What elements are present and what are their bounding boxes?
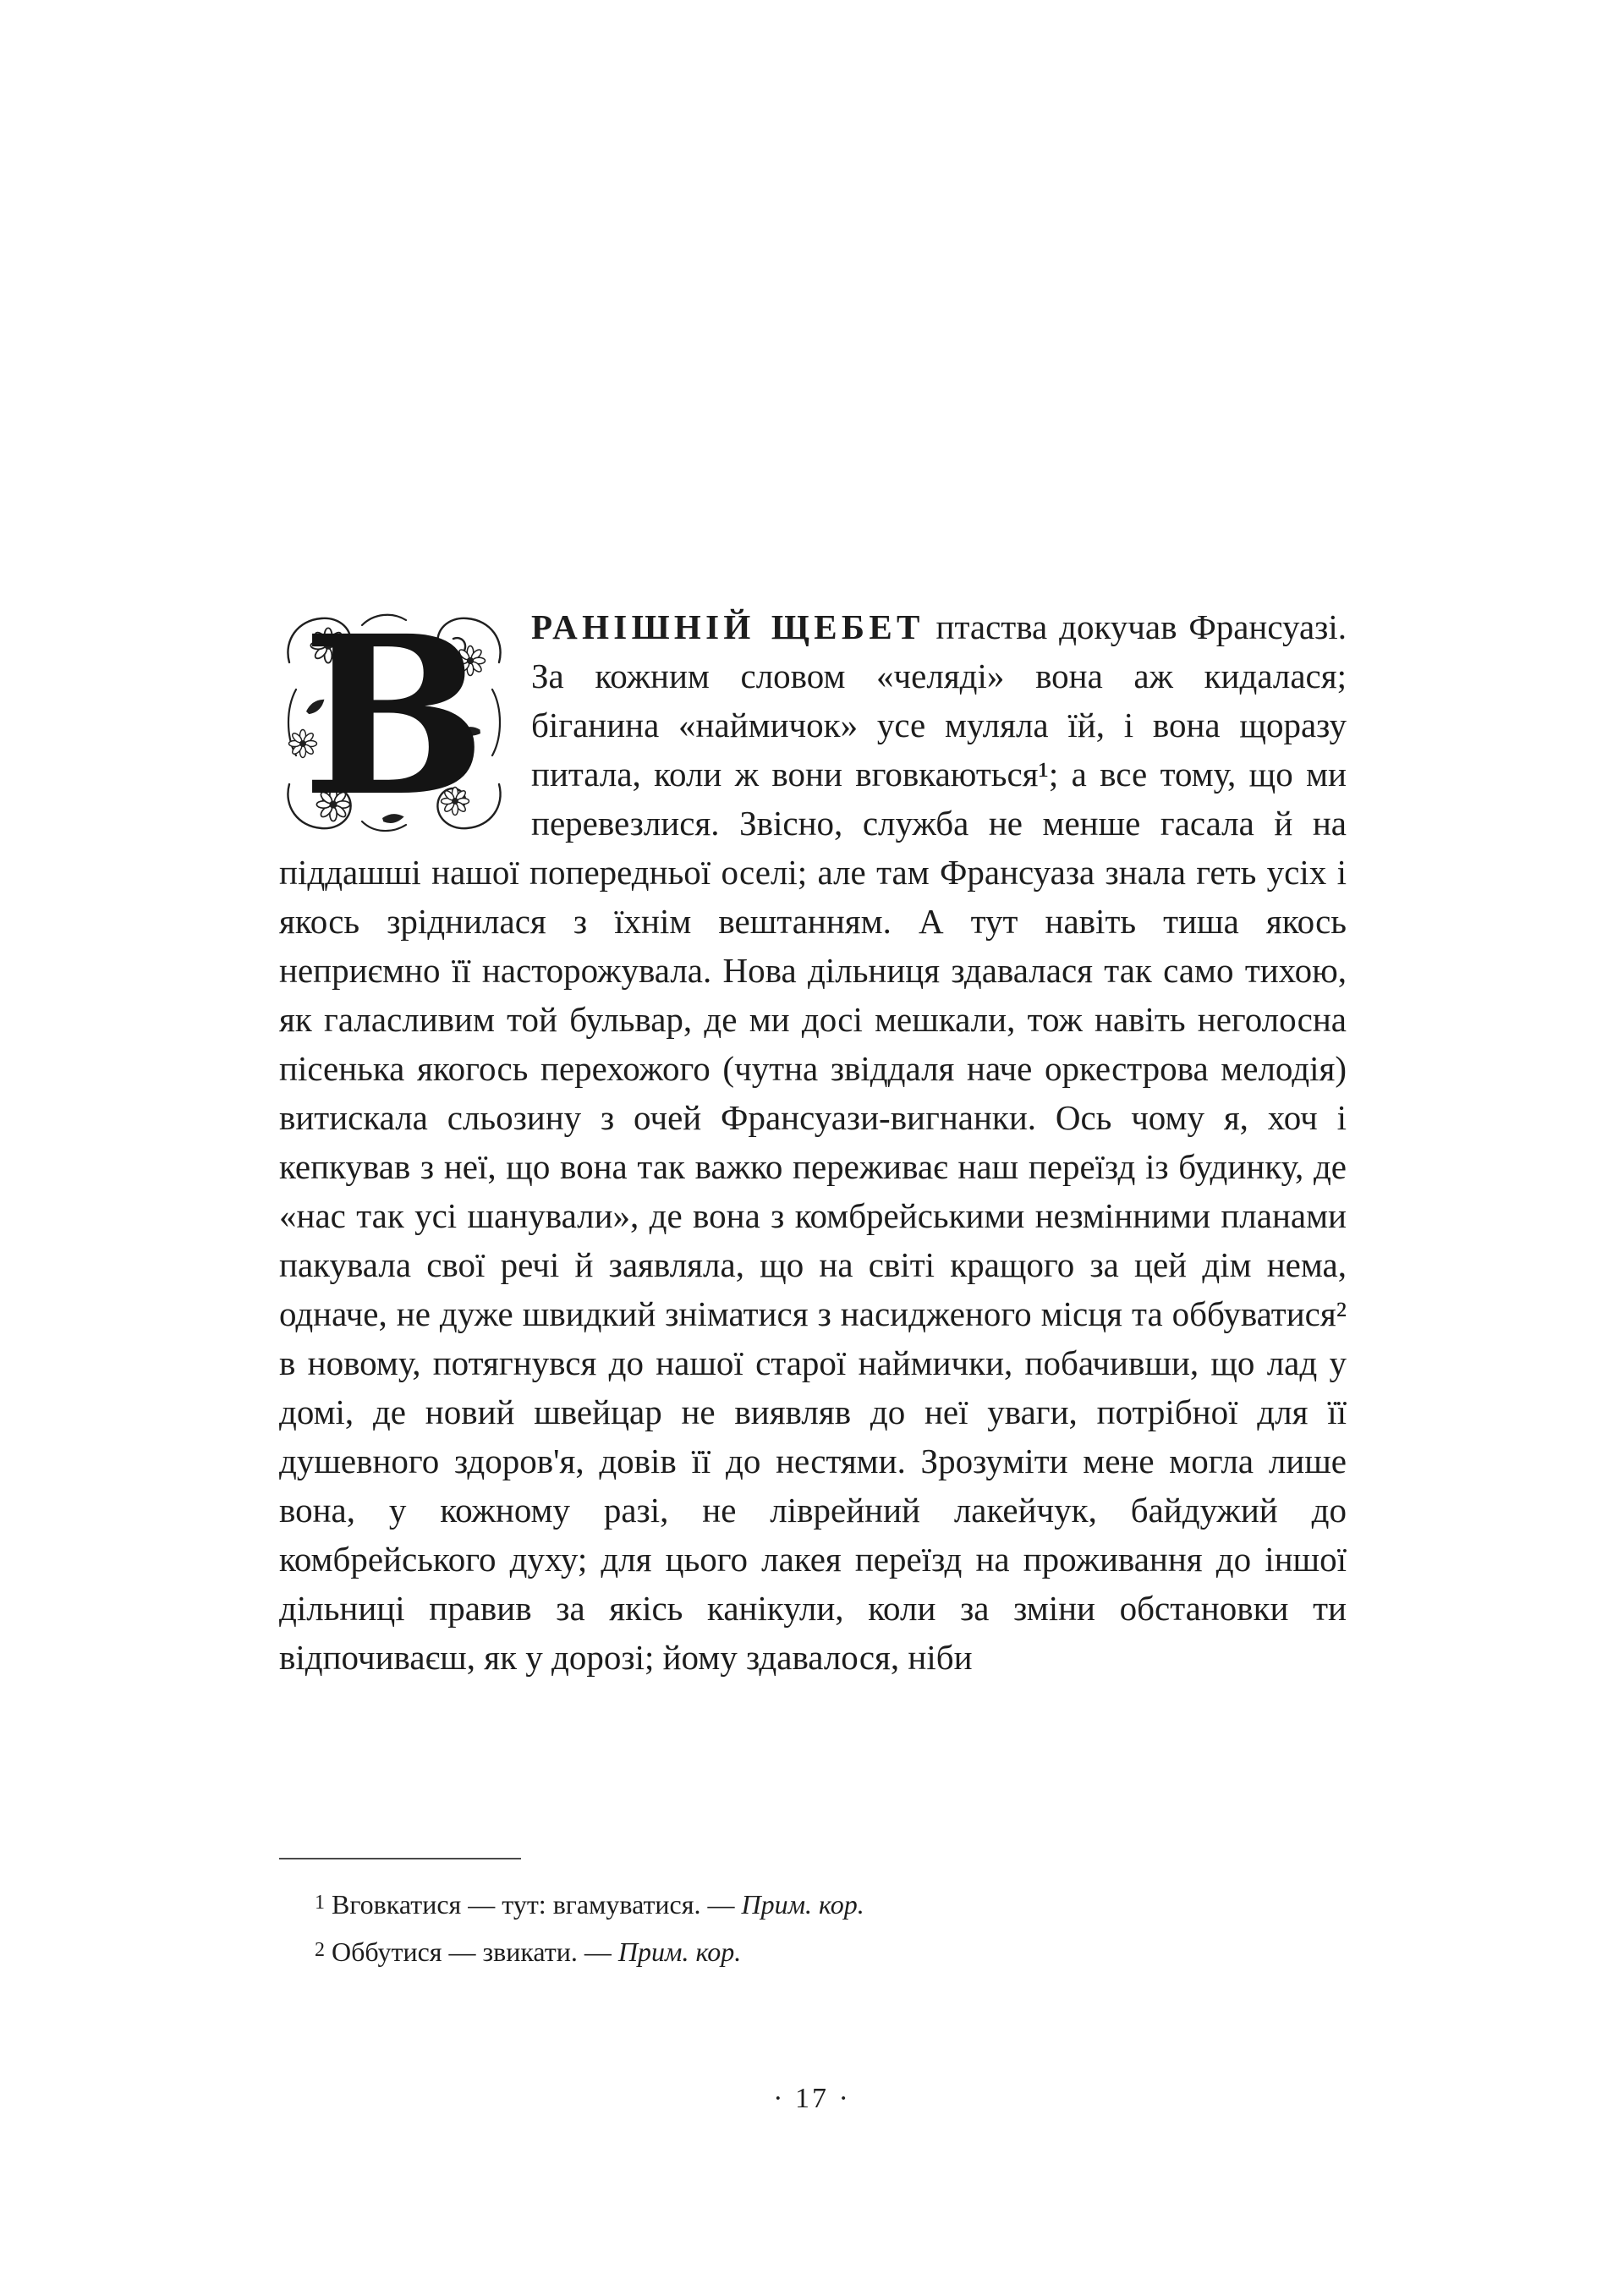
footnote-1-text: Вговкатися — тут: вгамуватися. — <box>325 1889 742 1920</box>
chapter-opening-text <box>279 587 1347 1682</box>
footnote-2 <box>279 1927 1347 1975</box>
footnote-2-marker: 2 <box>315 1939 325 1961</box>
footnote-2-source: Прим. кор. <box>617 1936 742 1967</box>
footnote-1-marker: 1 <box>315 1892 325 1914</box>
dropcap <box>279 587 509 844</box>
footnote-2-text: Оббутися — звикати. — <box>325 1936 618 1967</box>
dropcap-letter: В <box>301 587 487 844</box>
footnote-1 <box>279 1880 1347 1927</box>
paragraph-text: птаства докучав Франсуазі. За кожним словом «челяді» вона аж кидалася; біганина «наймичок» усе муляла їй, і вона щоразу питала, коли ж вони вговкаються¹; а все тому, що ми перевезлися. Звісно, служба не менше гасала й на піддашші нашої попередньої оселі; але там Франсуаза знала геть усіх і якось зріднилася з їхнім вештанням. А тут навіть тиша якось неприємно її насторожувала. Нова дільниця здавалася так само тихою, як галасливим той бульвар, де ми досі мешкали, тож навіть неголосна пісенька якогось перехожого (чутна звіддаля наче оркестрова мелодія) витискала сльозину з очей Франсуази-вигнанки. Ось чому я, хоч і кепкував з неї, що вона так важко переживає наш переїзд із будинку, де «нас так усі шанували», де вона з комбрейськими незмінними планами пакувала свої речі й заявляла, що на світі кращого за цей дім нема, одначе, не дуже швидкий зніматися з насидженого місця та оббуватися² в новому, потягнувся до нашої старої наймички, побачивши, що лад у домі, де новий швейцар не виявляв до неї уваги, потрібної для її душевного здоров'я, довів її до нестями. Зрозуміти мене могла лише вона, у кожному разі, не ліврейний лакейчук, байдужий до комбрейського духу; для цього лакея переїзд на проживання до іншої дільниці правив за якісь канікули, коли за зміни обстановки ти відпочиваєш, як у дорозі; йому здавалося, ніби <box>279 607 1347 1677</box>
footnote-divider <box>279 1858 521 1859</box>
footnotes-block <box>279 1858 1347 1975</box>
footnote-1-source: Прим. кор. <box>741 1889 864 1920</box>
lead-small-caps: РАНІШНІЙ ЩЕБЕТ <box>531 607 924 646</box>
page-number: · 17 · <box>773 2083 851 2114</box>
